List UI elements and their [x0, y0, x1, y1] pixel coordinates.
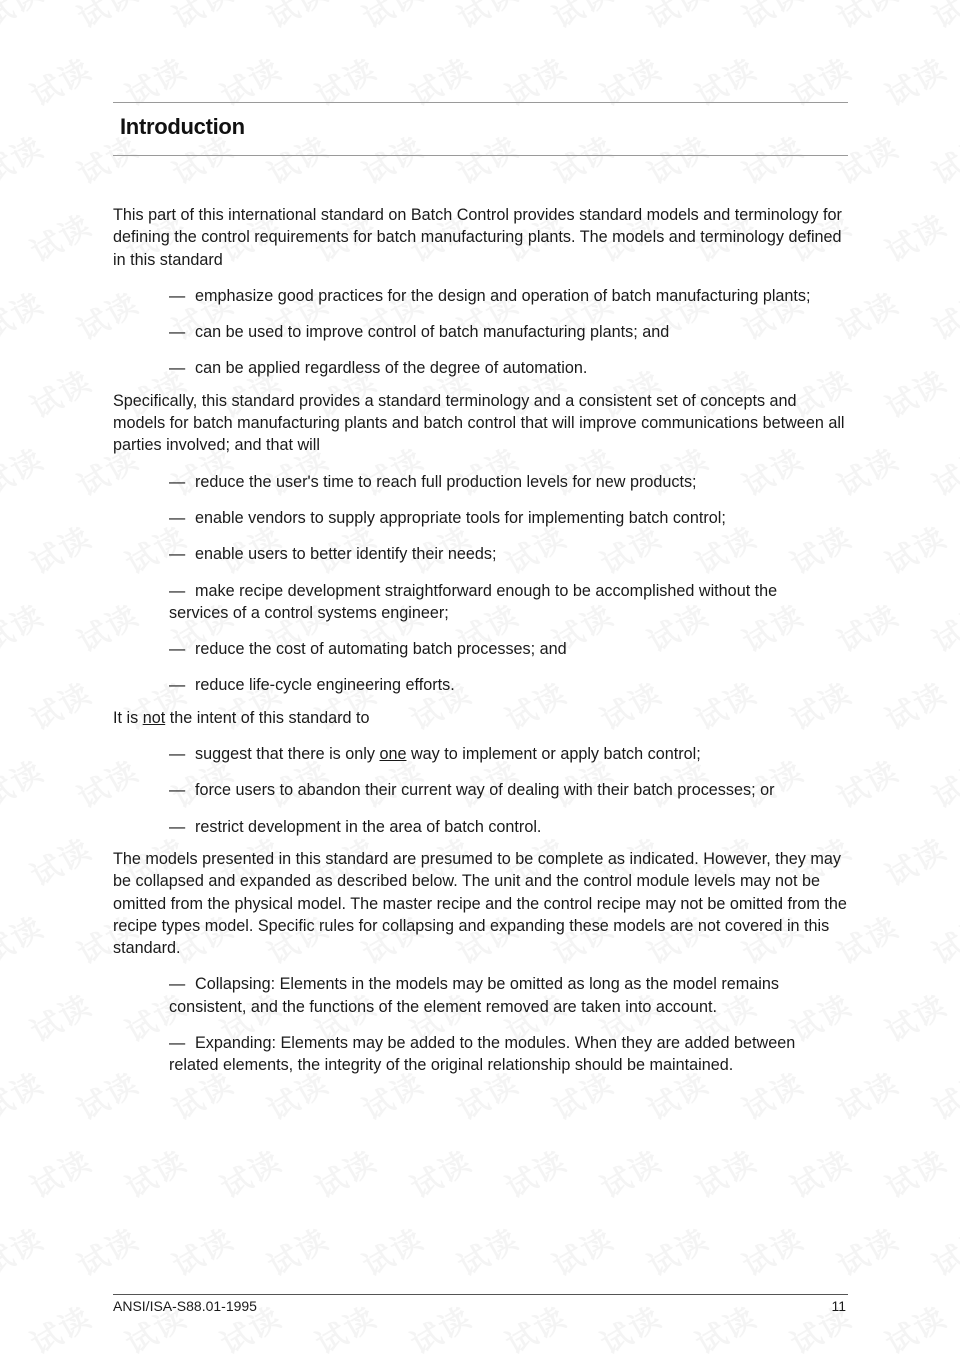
list-item — [169, 816, 853, 838]
list-item — [169, 779, 853, 801]
text-run: suggest that there is only — [195, 745, 380, 764]
dash-bullet: — — [169, 975, 186, 994]
list-item-text: reduce the user's time to reach full production levels for new products; — [195, 472, 697, 491]
dash-bullet: — — [169, 359, 186, 378]
list-item-text: enable users to better identify their needs; — [195, 545, 497, 564]
dash-bullet: — — [169, 286, 186, 305]
list-item-text: reduce life-cycle engineering efforts. — [195, 676, 455, 695]
paragraph-not-intent — [113, 707, 853, 729]
list-item-text: Expanding: Elements may be added to the modules. When they are added between related elements, the integrity of the original relationship should be maintained. — [169, 1034, 796, 1075]
list-item-text: Collapsing: Elements in the models may be omitted as long as the model remains consistent, and the functions of the element removed are taken into account. — [169, 975, 779, 1016]
dash-bullet: — — [169, 545, 186, 564]
list-item — [169, 471, 853, 493]
body-text — [113, 204, 853, 1077]
list-item — [169, 580, 819, 625]
dash-bullet: — — [169, 323, 186, 342]
footer-page-number: 11 — [831, 1298, 846, 1314]
paragraph-intro: This part of this international standard on Batch Control provides standard models and terminology for defining the control requirements for batch manufacturing plants. The models and terminology defined in this standard — [113, 206, 842, 269]
text-run: way to implement or apply batch control; — [406, 745, 701, 764]
list-item — [169, 743, 853, 765]
list-item-text: restrict development in the area of batch control. — [195, 817, 542, 836]
list-item — [169, 507, 853, 529]
header-rule-bottom — [113, 155, 848, 156]
list-item-text: emphasize good practices for the design and operation of batch manufacturing plants; — [195, 286, 811, 305]
text-run: the intent of this standard to — [165, 708, 370, 727]
list-item-text: can be applied regardless of the degree of automation. — [195, 359, 588, 378]
list-item-text — [195, 743, 853, 765]
footer-rule — [113, 1294, 848, 1295]
dash-bullet: — — [169, 581, 186, 600]
footer-doc-id: ANSI/ISA-S88.01-1995 — [113, 1298, 257, 1314]
list-item-text: can be used to improve control of batch manufacturing plants; and — [195, 323, 670, 342]
text-run: It is — [113, 708, 143, 727]
dash-bullet: — — [169, 817, 186, 836]
dash-bullet: — — [169, 508, 186, 527]
list-item — [169, 1032, 849, 1077]
header-rule-top — [113, 102, 848, 103]
list-item — [169, 638, 853, 660]
list-item-text: force users to abandon their current way of dealing with their batch processes; or — [195, 781, 775, 800]
list-item — [169, 973, 849, 1018]
dash-bullet: — — [169, 676, 186, 695]
list-item — [169, 543, 853, 565]
paragraph-models: The models presented in this standard are presumed to be complete as indicated. However, they may be collapsed and expanded as described below. The unit and the control module levels may not be omitted from the physical model. The master recipe and the control recipe may not be omitted from the recipe types model. Specific rules for collapsing and expanding these models are not covered in this standard. — [113, 849, 847, 958]
dash-bullet: — — [169, 745, 186, 764]
dash-bullet: — — [169, 781, 186, 800]
underlined-word: one — [379, 745, 407, 764]
dash-bullet: — — [169, 640, 186, 659]
dash-bullet: — — [169, 1034, 186, 1053]
underlined-word: not — [142, 708, 166, 727]
page-title: Introduction — [120, 114, 245, 139]
list-item — [169, 321, 853, 343]
list-item-text: reduce the cost of automating batch processes; and — [195, 640, 567, 659]
list-item — [169, 674, 853, 696]
list-item — [169, 285, 853, 307]
dash-bullet: — — [169, 472, 186, 491]
list-item-text: make recipe development straightforward enough to be accomplished without the services of a control systems engineer; — [169, 581, 778, 622]
list-item-text: enable vendors to supply appropriate tools for implementing batch control; — [195, 508, 726, 527]
paragraph-specifically: Specifically, this standard provides a standard terminology and a consistent set of concepts and models for batch manufacturing plants and batch control that will improve communications between all parties involved; and that will — [113, 391, 845, 455]
list-item — [169, 357, 853, 379]
